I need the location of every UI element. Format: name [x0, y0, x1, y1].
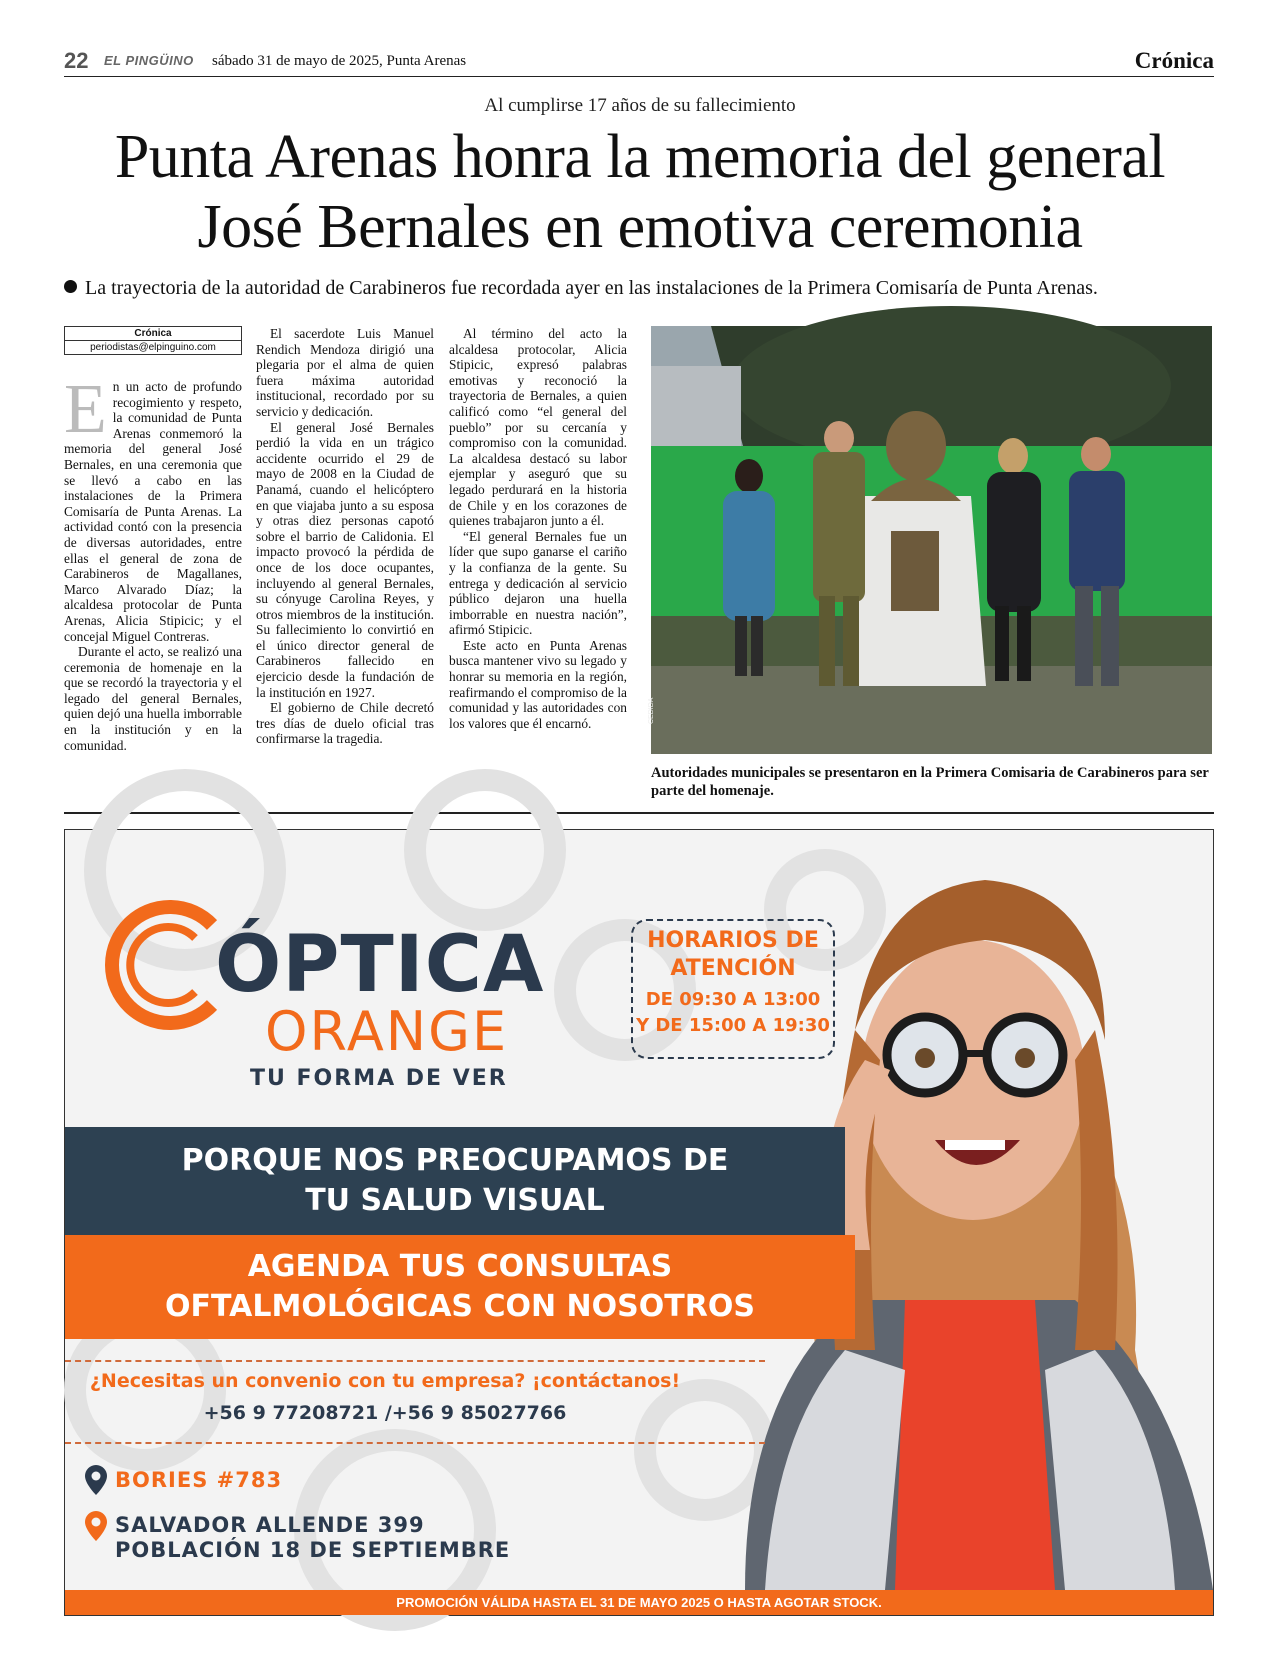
hours-title-line-1: HORARIOS DE	[647, 928, 819, 953]
brand-name-optica: ÓPTICA	[215, 920, 545, 1010]
banner-1-line-2: TU SALUD VISUAL	[305, 1183, 605, 1218]
article-column-2	[256, 326, 434, 747]
convenio-text: ¿Necesitas un convenio con tu empresa? ¡contáctanos!	[89, 1370, 681, 1392]
location-pin-icon	[85, 1511, 107, 1541]
dashed-divider-bottom	[65, 1442, 765, 1444]
hours-title	[633, 927, 833, 983]
promo-footer: PROMOCIÓN VÁLIDA HASTA EL 31 DE MAYO 2025 O HASTA AGOTAR STOCK.	[65, 1590, 1213, 1615]
drop-cap: E	[64, 371, 107, 448]
paragraph-4: El general José Bernales perdió la vida en un trágico accidente ocurrido el 29 de mayo de 2008 en la Ciudad de Panamá, cuando el helicóptero en que viajaba junto a su esposa y otras diez personas capotó sobre el barrio de Calidonia. El impacto provocó la pérdida de once de los doce ocupantes, incluyendo al general Bernales, su cónyuge Carolina Reyes, y otros miembros de la institución. Su fallecimiento lo convirtió en el único director general de Carabineros fallecido en ejercicio desde la fundación de la institución en 1927.	[256, 419, 434, 700]
banner-1-line-1: PORQUE NOS PREOCUPAMOS DE	[181, 1143, 729, 1178]
article-column-1	[64, 326, 242, 753]
headline-line-2: José Bernales en emotiva ceremonia	[197, 193, 1083, 261]
hours-title-line-2: ATENCIÓN	[670, 956, 796, 981]
address-bories: BORIES #783	[115, 1468, 283, 1492]
address-2-line-2: POBLACIÓN 18 DE SEPTIEMBRE	[115, 1538, 511, 1562]
byline	[64, 326, 242, 355]
salud-visual-banner	[65, 1127, 845, 1235]
byline-email: periodistas@elpinguino.com	[90, 342, 216, 353]
hours-afternoon: Y DE 15:00 A 19:30	[636, 1015, 830, 1036]
page-header	[64, 50, 1214, 77]
banner-2-line-2: OFTALMOLÓGICAS CON NOSOTROS	[165, 1289, 755, 1324]
subheadline-text: La trayectoria de la autoridad de Carabineros fue recordada ayer en las instalaciones de la Primera Comisaría de Punta Arenas.	[85, 277, 1098, 299]
opening-hours-box	[631, 919, 835, 1059]
paragraph-1: n un acto de profundo recogimiento y respeto, la comunidad de Punta Arenas conmemoró la memoria del general José Bernales, en una ceremonia que se llevó a cabo en las instalaciones de la Primera Comisaría de Punta Arenas. La actividad contó con la presencia de diversas autoridades, entre ellas el general de zona de Carabineros de Magallanes, Marco Alvarado Díaz; la alcaldesa protocolar de Punta Arenas, Alicia Stipicic; y el concejal Miguel Contreras.	[64, 379, 242, 644]
paragraph-8: Este acto en Punta Arenas busca mantener vivo su legado y honrar su memoria en la región, reafirmando el compromiso de la comunidad y las autoridades con los valores que él encarnó.	[449, 637, 627, 731]
hours-morning: DE 09:30 A 13:00	[645, 989, 821, 1010]
headline-line-1: Punta Arenas honra la memoria del general	[114, 123, 1166, 191]
logo-circle-icon	[117, 890, 222, 1040]
address-2-line-1: SALVADOR ALLENDE 399	[115, 1513, 425, 1537]
brand-tagline: TU FORMA DE VER	[250, 1066, 508, 1091]
banner-2-line-1: AGENDA TUS CONSULTAS	[247, 1249, 673, 1284]
issue-date: sábado 31 de mayo de 2025, Punta Arenas	[212, 53, 467, 69]
dashed-divider-top	[65, 1360, 765, 1362]
ceremony-photo-illustration	[651, 326, 1212, 754]
paragraph-3: El sacerdote Luis Manuel Rendich Mendoza dirigió una plegaria por el alma de quien fuera máxima autoridad institucional, recordado por su servicio y dedicación.	[256, 326, 434, 419]
section-divider	[64, 812, 1214, 814]
hours-times	[633, 987, 833, 1039]
article-photo	[648, 326, 1212, 754]
article-column-3	[449, 326, 627, 731]
headline	[40, 122, 1240, 262]
subheadline	[64, 277, 1224, 300]
paragraph-5: El gobierno de Chile decretó tres días de duelo oficial tras confirmarse la tragedia.	[256, 700, 434, 747]
newspaper-name: EL PINGÜINO	[104, 53, 194, 68]
consultas-banner	[65, 1235, 855, 1339]
location-pin-icon	[85, 1465, 107, 1495]
phone-numbers[interactable]: +56 9 77208721 /+56 9 85027766	[203, 1402, 567, 1424]
section-name: Crónica	[1134, 48, 1214, 73]
photo-caption: Autoridades municipales se presentaron en la Primera Comisaria de Carabineros para ser parte del homenaje.	[651, 765, 1209, 799]
kicker: Al cumplirse 17 años de su fallecimiento	[484, 95, 796, 116]
address-salvador-allende	[115, 1513, 510, 1563]
photo-credit: CEDIDA	[648, 697, 655, 724]
optica-orange-ad	[64, 829, 1214, 1616]
paragraph-6: Al término del acto la alcaldesa protocolar, Alicia Stipicic, expresó palabras emotivas y reconoció la trayectoria de Bernales, a quien calificó como “el general del pueblo” por su cercanía y compromiso con la comunidad. La alcaldesa destacó su labor ejemplar y aseguró que su legado perdurará en la historia de Chile y en los corazones de quienes trabajaron junto a él.	[449, 326, 627, 529]
page-number: 22	[64, 48, 89, 73]
paragraph-2: Durante el acto, se realizó una ceremonia de homenaje en la que se recordó la trayectoria y el legado del general Bernales, quien dejó una huella imborrable en la institución y en la comunidad.	[64, 644, 242, 753]
brand-name-orange: ORANGE	[265, 1000, 509, 1063]
paragraph-7: “El general Bernales fue un líder que supo ganarse el cariño y la confianza de la gente. Su entrega y dedicación al servicio público dejaron una huella imborrable en nuestra nación”, afirmó Stipicic.	[449, 528, 627, 638]
byline-section: Crónica	[65, 327, 241, 341]
bullet-icon	[64, 280, 77, 293]
